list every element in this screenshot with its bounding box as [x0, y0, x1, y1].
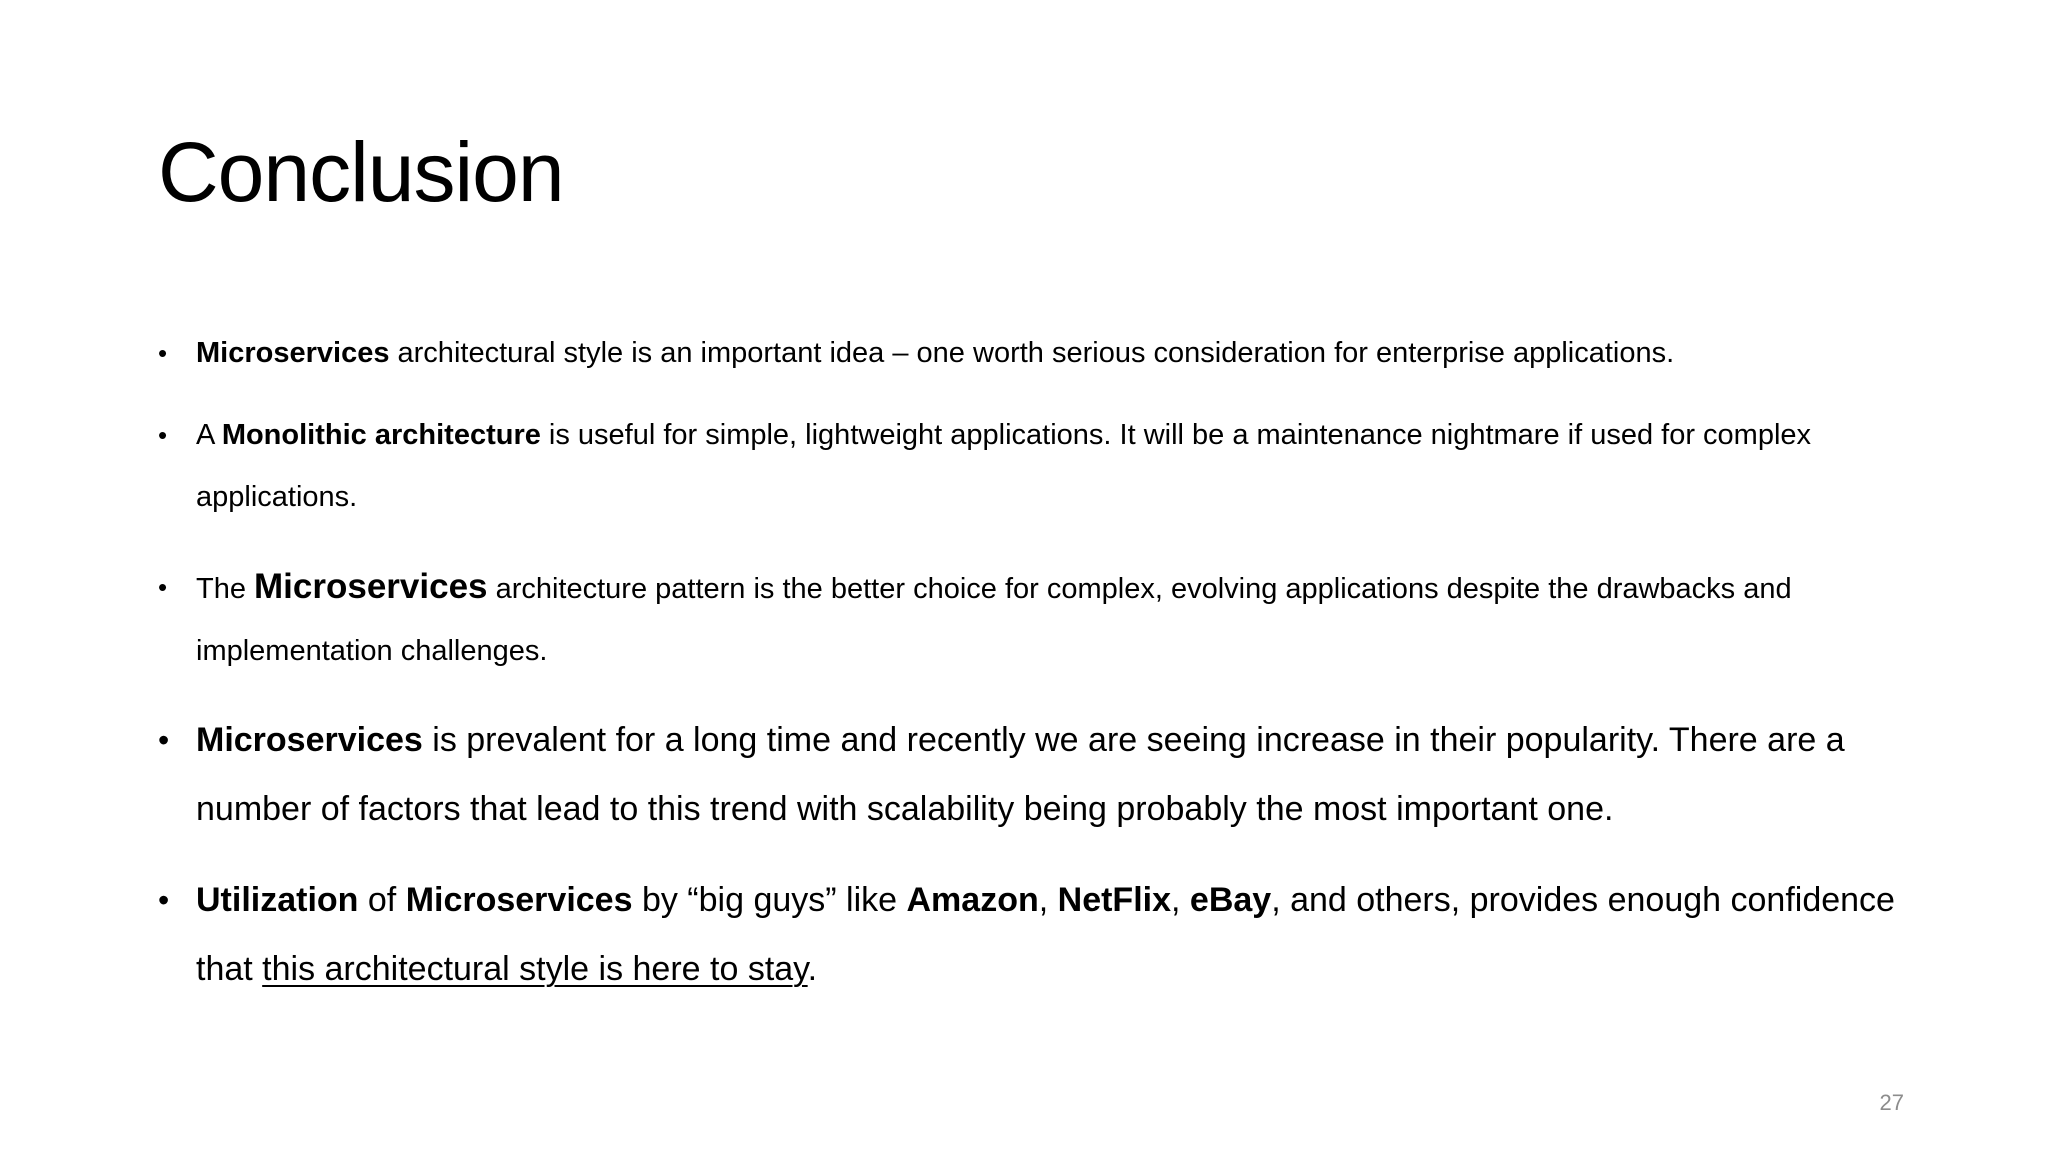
bullet-dot: •	[158, 420, 168, 450]
bullet-item	[158, 706, 1918, 844]
bold-term: Microservices	[196, 721, 423, 759]
bold-term: eBay	[1189, 881, 1272, 919]
bullet-dot: •	[158, 338, 168, 368]
text-run: The	[196, 573, 255, 605]
text-run: of	[358, 881, 406, 919]
text-run: ,	[1171, 881, 1190, 919]
text-run: ,	[1038, 881, 1058, 919]
bold-term: Microservices	[196, 337, 390, 369]
slide-title: Conclusion	[158, 125, 564, 219]
bullet-text	[196, 556, 1918, 682]
bold-term: Utilization	[196, 881, 359, 919]
bold-term: NetFlix	[1057, 881, 1171, 919]
text-run: .	[807, 950, 818, 988]
bullet-dot: •	[158, 722, 170, 758]
page-number: 27	[1879, 1090, 1904, 1115]
text-run: architecture pattern is the better choice for complex, evolving applications despite the drawbacks and implementation challenges.	[196, 573, 1792, 667]
text-run: , and others, provides enough confidence that	[196, 881, 1895, 988]
text-run: architectural style is an important idea – one worth serious consideration for enterprise applications.	[389, 337, 1675, 369]
text-run: by “big guys” like	[632, 881, 907, 919]
bullet-text	[196, 404, 1918, 528]
bullet-item	[158, 404, 1918, 528]
text-run: A	[196, 419, 222, 451]
bullet-text	[196, 322, 1918, 384]
bullet-item	[158, 556, 1918, 682]
bold-term: Microservices	[405, 881, 633, 919]
bullet-dot: •	[158, 572, 168, 602]
bullet-text	[196, 866, 1918, 1004]
bullet-dot: •	[158, 882, 170, 918]
bold-term: Amazon	[906, 881, 1039, 919]
bullet-text	[196, 706, 1918, 844]
text-run: is useful for simple, lightweight applications. It will be a maintenance nightmare if used for complex applications.	[196, 419, 1812, 513]
bold-term: Monolithic architecture	[221, 419, 541, 451]
bullet-item	[158, 866, 1918, 1004]
bold-term: Microservices	[254, 567, 488, 606]
bullet-item	[158, 322, 1918, 384]
underlined-phrase: this architectural style is here to stay	[262, 950, 808, 988]
text-run: is prevalent for a long time and recently we are seeing increase in their popularity. There are a number of factors that lead to this trend with scalability being probably the most important one.	[196, 721, 1845, 828]
